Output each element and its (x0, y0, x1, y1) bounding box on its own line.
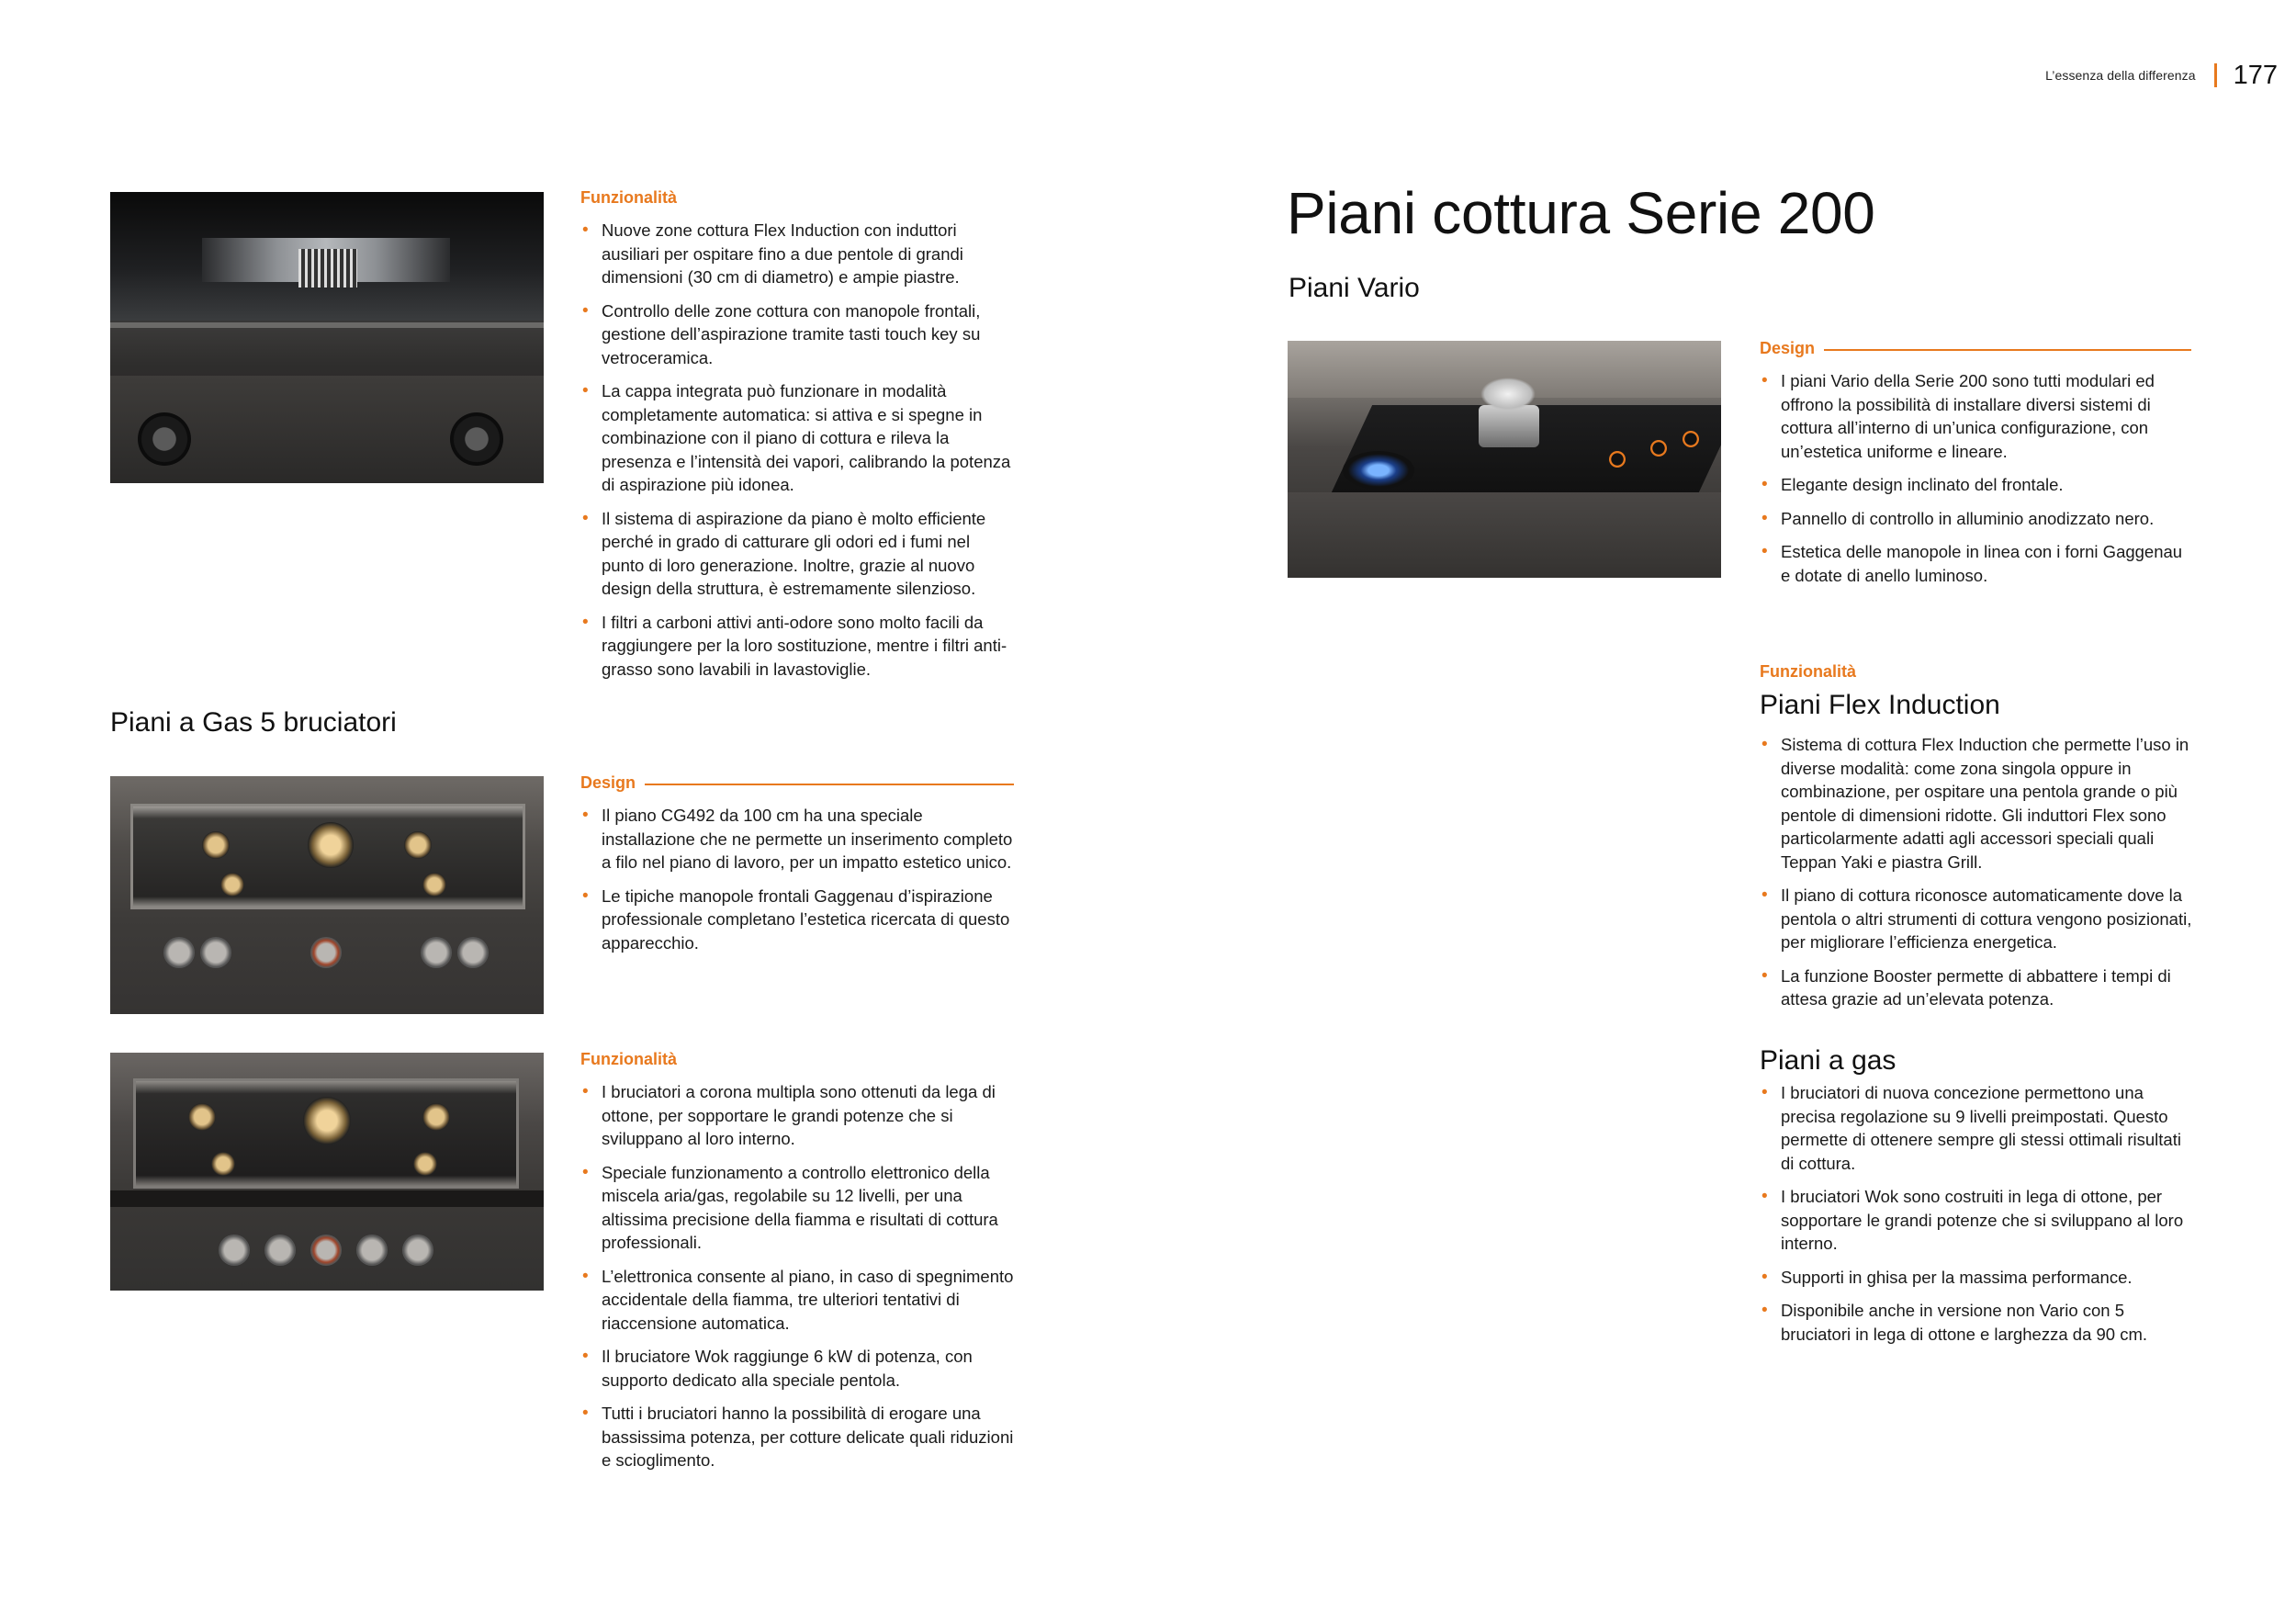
list-item: • L’elettronica consente al piano, in caso di spegnimento accidentale della fiamma, tre ulteriori tentativi di riaccensione automatica. (580, 1265, 1017, 1336)
list-item: • La funzione Booster permette di abbattere i tempi di attesa grazie ad un’elevata potenza. (1760, 964, 2195, 1011)
control-knob-icon (1650, 440, 1667, 457)
control-knob-icon (421, 937, 452, 968)
control-knob-icon (163, 937, 195, 968)
page-subtitle: Piani Vario (1289, 273, 1420, 303)
control-knob-icon (138, 412, 191, 466)
control-knob-icon (450, 412, 503, 466)
list-item: • I bruciatori di nuova concezione permettono una precisa regolazione su 9 livelli preimpostati. Questo permette di ottenere sempre gli stessi ottimali risultati di cottura. (1760, 1081, 2195, 1175)
burner-icon (404, 831, 432, 859)
burner-icon (202, 831, 230, 859)
burner-icon (1343, 451, 1414, 490)
burner-icon (422, 1103, 450, 1131)
list-item: • Il sistema di aspirazione da piano è molto efficiente perché in grado di catturare gli odori ed i fumi nel punto di loro generazione. Inoltre, grazie al nuovo design della struttura, è estremamente silenzioso. (580, 507, 1017, 601)
header-divider (2214, 63, 2217, 87)
page-title: Piani cottura Serie 200 (1287, 180, 1875, 246)
control-knob-icon (200, 937, 231, 968)
vario-design (1760, 338, 2191, 597)
list-item: • Pannello di controllo in alluminio anodizzato nero. (1760, 507, 2191, 531)
list-item: • Supporti in ghisa per la massima performance. (1760, 1266, 2195, 1290)
gas-cooktop-photo (110, 776, 544, 1014)
gas5-features (580, 1049, 1017, 1483)
list-item: • I bruciatori Wok sono costruiti in lega di ottone, per sopportare le grandi potenze che si sviluppano al loro interno. (1760, 1185, 2195, 1256)
page-number: 177 (2233, 60, 2278, 90)
gas-section (1760, 1044, 2195, 1356)
gas-bullet-list (1760, 1081, 2195, 1346)
control-knob-icon (356, 1235, 388, 1266)
control-knob-icon (1609, 451, 1626, 468)
running-title: L’essenza della differenza (2045, 68, 2196, 83)
list-item: • Disponibile anche in versione non Vario con 5 bruciatori in lega di ottone e larghezza da 90 cm. (1760, 1299, 2195, 1346)
list-item: • Tutti i bruciatori hanno la possibilità di erogare una bassissima potenza, per cotture delicate quali riduzioni e scioglimento. (580, 1402, 1017, 1472)
burner-icon (303, 1097, 351, 1145)
design-label-text: Design (1760, 339, 1816, 357)
downdraft-features (580, 187, 1017, 691)
downdraft-cooktop-photo (110, 192, 544, 483)
list-item: • Elegante design inclinato del frontale. (1760, 473, 2191, 497)
flex-induction-section (1760, 661, 2195, 1021)
divider (645, 784, 1014, 785)
gas5-design-bullet-list (580, 804, 1014, 954)
design-label-text: Design (580, 773, 636, 792)
burner-icon (220, 873, 244, 897)
gas-cooktop-photo-2 (110, 1053, 544, 1291)
gas-heading: Piani a gas (1760, 1045, 1896, 1076)
control-knob-icon (264, 1235, 296, 1266)
control-knob-icon (310, 937, 342, 968)
section-label-design (1760, 338, 2191, 358)
burner-icon (308, 822, 354, 868)
gas5-function-bullet-list (580, 1080, 1017, 1472)
flex-induction-bullet-list (1760, 733, 2195, 1011)
list-item: • I filtri a carboni attivi anti-odore sono molto facili da raggiungere per la loro sostituzione, mentre i filtri anti-grasso sono lavabili in lavastoviglie. (580, 611, 1017, 682)
running-header (2045, 57, 2278, 94)
vario-design-bullet-list (1760, 369, 2191, 587)
list-item: • Il bruciatore Wok raggiunge 6 kW di potenza, con supporto dedicato alla speciale pentola. (580, 1345, 1017, 1392)
gas5-design (580, 773, 1014, 964)
control-knob-icon (457, 937, 489, 968)
section-label-design (580, 773, 1014, 793)
vario-cooktop-photo (1288, 341, 1721, 578)
list-item: • Speciale funzionamento a controllo elettronico della miscela aria/gas, regolabile su 12 livelli, per una altissima precisione della fiamma e risultati di cottura professionali. (580, 1161, 1017, 1255)
list-item: • Le tipiche manopole frontali Gaggenau d’ispirazione professionale completano l’estetica ricercata di questo apparecchio. (580, 885, 1014, 955)
control-knob-icon (310, 1235, 342, 1266)
list-item: • Estetica delle manopole in linea con i forni Gaggenau e dotate di anello luminoso. (1760, 540, 2191, 587)
list-item: • I piani Vario della Serie 200 sono tutti modulari ed offrono la possibilità di installare diversi sistemi di cottura all’interno di un’unica configurazione, con un’estetica uniforme e lineare. (1760, 369, 2191, 463)
divider (1824, 349, 2191, 351)
control-knob-icon (219, 1235, 250, 1266)
gas5-heading: Piani a Gas 5 bruciatori (110, 707, 397, 738)
list-item: • Il piano di cottura riconosce automaticamente dove la pentola o altri strumenti di cottura vengono posizionati, per migliorare l’efficienza energetica. (1760, 884, 2195, 954)
burner-icon (413, 1152, 437, 1176)
list-item: • I bruciatori a corona multipla sono ottenuti da lega di ottone, per sopportare le grandi potenze che si sviluppano al loro interno. (580, 1080, 1017, 1151)
control-knob-icon (1683, 431, 1699, 447)
list-item: • Controllo delle zone cottura con manopole frontali, gestione dell’aspirazione tramite tasti touch key su vetroceramica. (580, 299, 1017, 370)
burner-icon (188, 1103, 216, 1131)
list-item: • Nuove zone cottura Flex Induction con induttori ausiliari per ospitare fino a due pentole di grandi dimensioni (30 cm di diametro) e ampie piastre. (580, 219, 1017, 289)
section-label-funzionalita: Funzionalità (1760, 662, 1856, 681)
list-item: • Sistema di cottura Flex Induction che permette l’uso in diverse modalità: come zona singola oppure in combinazione, per ospitare una pentola grande o più pentole di dimensioni ridotte. Gli induttori Flex sono particolarmente adatti agli accessori speciali quali Teppan Yaki e piastra Grill. (1760, 733, 2195, 874)
list-item: • La cappa integrata può funzionare in modalità completamente automatica: si attiva e si spegne in combinazione con il piano di cottura e rileva la presenza e l’intensità dei vapori, calibrando la potenza di aspirazione più idonea. (580, 379, 1017, 497)
list-item: • Il piano CG492 da 100 cm ha una speciale installazione che ne permette un inserimento completo a filo nel piano di lavoro, per un impatto estetico unico. (580, 804, 1014, 874)
burner-icon (211, 1152, 235, 1176)
downdraft-bullet-list (580, 219, 1017, 681)
flex-induction-heading: Piani Flex Induction (1760, 690, 2000, 720)
control-knob-icon (402, 1235, 433, 1266)
section-label-funzionalita: Funzionalità (580, 188, 677, 207)
section-label-funzionalita: Funzionalità (580, 1050, 677, 1068)
burner-icon (422, 873, 446, 897)
